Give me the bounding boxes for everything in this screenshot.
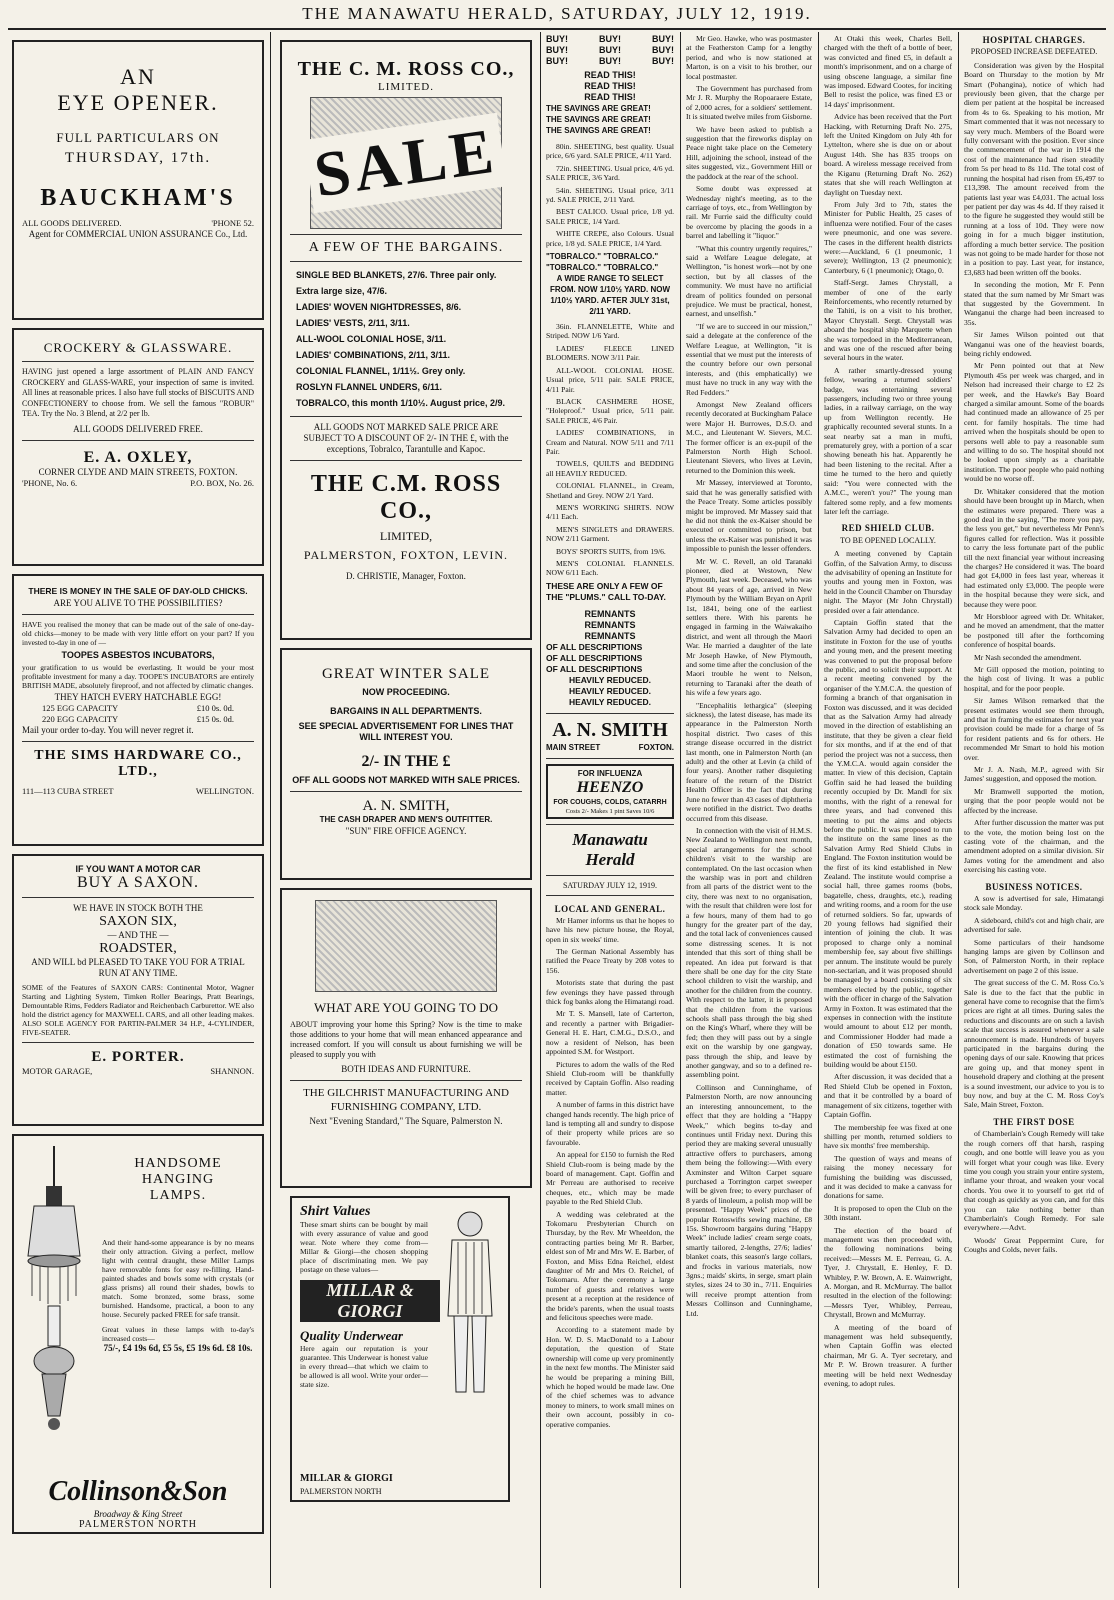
buy-word: BUY! xyxy=(652,45,674,55)
buy-word: BUY! xyxy=(599,34,621,44)
news-paragraph: Mr T. S. Mansell, late of Carterton, and recently a partner with Brigadier-General H. E. Hart, C.M.G., D.S.O., and now a resident of Nelson, has been appointed S.M. for Westport. xyxy=(546,1009,674,1057)
news-paragraph: Mr Geo. Hawke, who was postmaster at the Featherston Camp for a lengthy period, and who is now stationed at Marton, is on a visit to his brother, our local postmaster. xyxy=(686,34,812,81)
advertiser-name: THE C.M. ROSS CO., xyxy=(310,471,502,524)
remnants-line: REMNANTS xyxy=(584,630,636,641)
ad-body: Here again our reputation is your guarantee. This Underwear is honest value in every thread—that which we claim to be allowed is all wool. Write your order—state size. xyxy=(300,1344,428,1389)
price: £10 0s. 0d. xyxy=(196,703,234,713)
news-paragraph: Captain Goffin stated that the Salvation Army had decided to open an institute in Foxton for the use of youths and young men, and the present meeting was convened to put the proposal before the public, and to solicit their support. At a recent meeting convened by the organiser of the Y.M.C.A. the question of forming a branch of that organisation in Foxton was discussed, and it was decided that as the Salvation Army had already moved in the direction of establishing an institute, that they be given a clear field for six months, and if at the end of that period the project was not a success, then the Y.M.C.A. would again consider the matter. In view of this decision, Captain Goffin said he had leased the building recently occupied by Dr. Mandl for six months, with the right of a renewal for three years, and had convened this meeting to put the aims and objects before the public. It was proposed to run the institute on the same lines as the Salvation Army Red Shield Clubs in England. The Foxton institution would be the first of its kind established in New Zealand. The institute would comprise a social hall, three games rooms (bobs, bagatelle, chess, draughts, etc.), reading and writing rooms, and a room for the use of returned soldiers. So far, upwards of 20 young fellows had signified their intention of joining the club. It was proposed to charge only a nominal membership fee, say about five shillings per annum. The institute would be purely non-sectarian, and it was proposed should be managed by a board consisting of six members elected by the public, together with the officer in charge of the Salvation Army in Foxton. It was estimated that the expenses in connection with the institute would amount to about £12 per month, and Commissioner Hodder had made a donation of £50 towards same. He estimated the cost of furnishing the building would be about £150. xyxy=(824,617,952,1070)
column-1 xyxy=(12,40,264,1600)
section-heading: LOCAL AND GENERAL. xyxy=(554,903,666,914)
news-paragraph: Mr Penn pointed out that at New Plymouth 45s per week was charged, and in Nelson had increased their charge to £2 2s per week, and the Hawke's Bay Board charged a similar amount. Some of the boards had continued made an allowance of 25 per cent. for family hospitals. The time had arrived when the hospitals should be open to persons well able to pay a reasonable sum and willing to do so. The hospital should not be looked upon simply as a charitable institution. The poor people who paid nothing would be no worse off. xyxy=(964,361,1104,484)
advertiser-name: BAUCKHAM'S xyxy=(40,185,236,211)
capacity: 125 EGG CAPACITY xyxy=(42,703,119,713)
ad-headline: A FEW OF THE BARGAINS. xyxy=(308,240,504,255)
tobralco-line: "TOBRALCO." "TOBRALCO." xyxy=(546,263,659,273)
discount: 2/- IN THE £ xyxy=(361,753,451,770)
buy-row xyxy=(546,45,674,56)
read-line: READ THIS! xyxy=(584,81,636,91)
advertiser-business: MOTOR GARAGE, xyxy=(22,1066,93,1076)
ad-slogan: BOTH IDEAS AND FURNITURE. xyxy=(341,1064,471,1074)
news-paragraph: From July 3rd to 7th, states the Minister for Public Health, 25 cases of influenza were notified. Four of the cases were pneumonic, and one was severe. The cases in the different health districts were:—Auckland, 6 (1 pneumonic, 1 severe); Wellington, 13 (2 pneumonic); Canterbury, 6 (1 pneumonic); Otago, 0. xyxy=(824,199,952,275)
advertiser-name: THE GILCHRIST MANUFACTURING AND FURNISHING COMPANY, LTD. xyxy=(303,1087,509,1113)
news-paragraph: A sideboard, child's cot and high chair, are advertised for sale. xyxy=(964,915,1104,935)
ad-body: your gratification to us would be everlasting. It would be your most profitable investment for many a day. TOOPE'S INCUBATORS are entirely BRITISH MADE, absolutely fireproof, and not affected by climatic changes. xyxy=(22,663,254,690)
news-paragraph: "What this country urgently requires," said a Welfare League delegate, at Wellington, "is honest work—not by one section, but by all classes of the community. We must have no artificial dream of politics founded on personal prejudice. We must be practical, honest, earnest, and unselfish." xyxy=(686,243,812,319)
column-5 xyxy=(824,34,952,1594)
news-paragraph: At Otaki this week, Charles Bell, charged with the theft of a bottle of beer, was convicted and fined £5, in default a month's imprisonment, and on a charge of using obscene language, a similar fine was imposed. Edward Cootes, for inciting Bell to resist the police, was fined £3 or 14 days' imprisonment. xyxy=(824,34,952,109)
collinson-logo: Collinson&Son xyxy=(48,1476,228,1507)
ad-body: And their hand-some appearance is by no means their only attraction. Giving a perfect, mellow light with central draught, these Miller Lamps have removable fonts for easy re-filling. Hand-painted shades and bowls some with crystals (or glass prisms) all round their shades, bowls to match. Some bronzed, some brass, some burnished. Handsome, practical, a boon to any house. Securely packed FREE for safe transit. xyxy=(102,1238,254,1319)
sale-item: 36in. FLANNELETTE, White and Striped. NOW 1/6 Yard. xyxy=(546,322,674,341)
news-paragraph: In connection with the visit of H.M.S. New Zealand to Wellington next month, special arrangements for the school children's visit to the warship are contemplated. On the last occasion when the warship was in port and children from all parts of the district went to the city, there was next to no organisation, with the result that children were lost for a few hours, many of them had to go hungry for the greater part of the day, and the total lack of conveniences caused some distressing scenes. It is not intended that this sort of thing shall be repeated. An idea put forward is that there shall be one day for the city State school children to visit the warship, and another for the children from the country. With respect to the latter, it is proposed that the children from the various schools shall pass through the big shed on the King's Wharf, where they will be fed; then they will pass out by a single exit on the warship by one gangway, pass through the ship, and leave by another gangway, and so to a defined re-assembling point. xyxy=(686,825,812,1080)
ad-price: Costs 2/- Makes 1 pint Saves 10/6 xyxy=(565,807,655,815)
column-rule xyxy=(958,32,959,1588)
news-paragraph: It is proposed to open the Club on the 30th instant. xyxy=(824,1203,952,1223)
ad-line: BARGAINS IN ALL DEPARTMENTS. xyxy=(330,706,482,716)
bauckham-ad xyxy=(12,40,264,320)
advertiser-address xyxy=(546,742,674,753)
ad-subline: THURSDAY, 17th. xyxy=(64,150,212,166)
advertiser-name: MILLAR & GIORGI xyxy=(300,1473,393,1484)
advertiser-suffix: LIMITED, xyxy=(379,529,433,543)
ad-headline: CROCKERY & GLASSWARE. xyxy=(43,340,233,355)
sale-items xyxy=(546,322,674,578)
news-paragraph: Staff-Sergt. James Chrystall, a member of one of the early Reinforcements, who recently returned by the Tahiti, is on a visit to his brother, Mayor Chrystall. Sergt. Chrystall was aboard the hospital ship Marquette when she was torpedoed in the Mediterranean, and was one of the rescued after being several hours in the water. xyxy=(824,278,952,363)
column-4 xyxy=(686,34,812,1594)
news-paragraph: Collinson and Cunninghame, of Palmerston North, are now announcing an interesting announcement, to the effect that they are holding a "Happy Week," which begins to-day and continues until Friday next. During this period they are making several unusually attractive offers to purchasers, among them being the following:—With every Axminster and Wilton Carpet square purchased a Torrington carpet sweeper will be given free; to every purchaser of 8 yards of linoleum, a polish mop will be presented. "Happy Week" prices of the popular Rotoswifts sewing machine, £8 15s. Showroom bargains during "Happy Week" include ladies' cream serge coats, smartly tailored, 2-lengths, 27/6; ladies' blanket coats, this season's large collars, and frocks in various materials, now 3gns.; maids' skirts, in serge, smart plain styles, sizes 24 to 30 in., 7/11. Enquiries will receive prompt attention from Messrs Collinson and Cunninghame, Ltd. xyxy=(686,1082,812,1318)
ad-subline: — AND THE — xyxy=(107,930,169,940)
branch-towns: PALMERSTON, FOXTON, LEVIN. xyxy=(303,548,509,562)
millar-giorgi-ad xyxy=(290,1196,510,1502)
news-paragraph: Advice has been received that the Port Hacking, with Returning Draft No. 275, left the United Kingdom on July 4th for Lyttelton, where she is due on or about August 14th. She has 835 troops on board. A wireless message received from the Kiganu (Returning Draft No. 262) states that she will reach Wellington at daylight on Tuesday next. xyxy=(824,112,952,197)
news-paragraph: "Encephalitis lethargica" (sleeping sickness), the latest disease, has made its appearance in the Palmerston North hospital district. Two cases of this strange disease occurred in the district last month, one in Palmerston North (an adult) and the other at Levin (a child of four years). Another rather disquieting feature of the return of the District Health Officer is the fact that during June no fewer than 43 cases of diphtheria were notified in the district. Two deaths occurred from this disease. xyxy=(686,700,812,823)
ad-body: HAVING just opened a large assortment of PLAIN AND FANCY CROCKERY and GLASS-WARE, your inspection of same is invited. All lines at reasonable prices. I also have full stocks of BISCUITS AND CONFECTIONERY to choose from. We sell the famous "ROBUR" TEA. Try the No. 3 Blend, at 2/2 per lb. xyxy=(22,367,254,418)
buy-word: BUY! xyxy=(652,34,674,44)
news-paragraph: Mr W. C. Revell, an old Taranaki pioneer, died at Westown, New Plymouth, last week. Deceased, who was about 84 years of age, arrived in New Plymouth by the William Bryan on April 1st, 1841, being one of the earliest settlers there. With his parents he engaged in farming in the Waiwakaiho district, and went all through the Maori War. He married a daughter of the late Mr Joseph Hawke, of New Plymouth, and some time after the conclusion of the Maori trouble he went to Nelson, returning to Taranaki after the death of his wife a few years ago. xyxy=(686,556,812,698)
oxley-ad xyxy=(12,328,264,566)
savings-line: THE SAVINGS ARE GREAT! xyxy=(546,126,651,135)
sale-item: 54in. SHEETING. Usual price, 3/11 yd. SALE PRICE, 2/11 Yard. xyxy=(546,185,674,205)
news-paragraph: Dr. Whitaker considered that the motion should have been brought up in March, when the estimates were prepared. There was a good deal in the saying, "The more you pay, the less you get," but nevertheless Mr Penn's figures called for reflection. Was it possible to carry the less fortunate part of the public till the next financial year without increasing the charges? He considered it was. The board had got £4,000 in fees last year, whereas it had estimated only £3,000. The people were in the hospital because they were sick, and because they were poor. xyxy=(964,486,1104,609)
column-2 xyxy=(280,40,532,1600)
phone-number: 'PHONE, No. 6. xyxy=(22,477,78,488)
ad-headline: Quality Underwear xyxy=(300,1328,403,1343)
news-paragraph: "If we are to succeed in our mission," said a delegate at the conference of the Welfare League, at Wellington, "it is essential that we must put the interests of the country before our own personal interests, and (this emphatically) we must have no truck in any way with the Red Fedders." xyxy=(686,321,812,397)
advertiser-address: Broadway & King Street xyxy=(93,1509,183,1519)
news-paragraph: According to a statement made by Hon. W. D. S. MacDonald to a Labour deputation, the question of State ownership will come up very prominently in the next few months. The Minister said he would be preparing a mining Bill, which he hoped would be made law. One of the chief schemes was to advance money to miners, to work small mines on their own account, possibly in co-operative companies. xyxy=(546,1325,674,1429)
ad-headline: THERE IS MONEY IN THE SALE OF DAY-OLD CHICKS. xyxy=(28,586,248,596)
section-heading: THE FIRST DOSE xyxy=(993,1116,1075,1127)
news-paragraph: Pictures to adorn the walls of the Red Shield Club-room will be thankfully received by Captain Goffin. Also reading matter. xyxy=(546,1059,674,1097)
ad-headline: HANGING xyxy=(141,1172,215,1187)
sale-item: BLACK CASHMERE HOSE, "Holeproof." Usual price, 5/11 pair. SALE PRICE, 4/6 Pair. xyxy=(546,396,674,425)
news-paragraph: Sir James Wilson pointed out that Wanganui was one of the heaviest boards, being richly endowed. xyxy=(964,330,1104,358)
ad-subline: FULL PARTICULARS ON xyxy=(56,130,220,145)
advertiser-city: PALMERSTON NORTH xyxy=(300,1487,382,1496)
news-paragraph: Mr Gill opposed the motion, pointing to the high cost of living. It was a public hospital, and for the poor people. xyxy=(964,665,1104,693)
saxon-ad xyxy=(12,854,264,1126)
news-paragraph: A rather smartly-dressed young fellow, wearing a returned soldiers' badge, was entertaining several passengers, including two or three young ladies, in a railway carriage, on the way up from Wellington recently. He graphically recounted several stunts. In a seat nearby sat a man in mufti, prematurely grey, with a portion of a scar showing beneath his hat. Apparently he had been listening to the recital. After a time he turned to the hero and quietly said: "You were connected with the A.M.C., weren't you?" The young man faltered some reply, and a few moments later left the carriage. xyxy=(824,365,952,516)
sale-item: LADIES' FLEECE LINED BLOOMERS. NOW 3/11 Pair. xyxy=(546,343,674,363)
incubator-ad xyxy=(12,574,264,846)
price-list: 75/-, £4 19s 6d, £5 5s, £5 19s 6d. £8 10s. xyxy=(103,1343,253,1353)
tobralco-range: A WIDE RANGE TO SELECT FROM. NOW 1/10½ YARD. NOW 1/10½ YARD. AFTER JULY 31st, 2/11 YARD. xyxy=(549,274,671,317)
sale-item: MEN'S COLONIAL FLANNELS. NOW 6/11 Each. xyxy=(546,559,674,578)
ad-headline: HANDSOME xyxy=(134,1156,222,1171)
news-paragraph: The great success of the C. M. Ross Co.'s Sale is due to the fact that the public in general have come to recognise that the firm's prices are right at all times. During sales the reductions and discounts are on such a lavish scale that success is assured whenever a sale announcement is made. Hundreds of buyers participated in the bargains during the opening days of our sale. Knowing that prices are going up, and that money spent in household drapery and clothing at the present is a sound investment, our advice to you is to buy now, and buy at the C. M. Ross Coy's Sale, Main Street, Foxton. xyxy=(964,978,1104,1110)
remnants-line: REMNANTS xyxy=(584,619,636,630)
news-paragraph: Amongst New Zealand officers recently decorated at Buckingham Palace were Major H. Burrowes, D.S.O. and M.C., and Lieutenant W. Sievers, M.C. The former officer is an ex-pupil of the Palmerston North High School. Lieutenant Sievers, who lives at Levin, returned to the Dominion this week. xyxy=(686,400,812,475)
furniture-illustration xyxy=(315,900,497,992)
bargain-item: LADIES' WOVEN NIGHTDRESSES, 8/6. xyxy=(296,302,462,312)
bargain-item: LADIES' VESTS, 2/11, 3/11. xyxy=(296,318,410,328)
column-rule xyxy=(540,32,541,1588)
buy-row xyxy=(546,34,674,45)
advertiser-city: WELLINGTON. xyxy=(195,786,254,796)
paper-title: Manawatu Herald xyxy=(572,829,648,869)
ad-headline: WHAT ARE YOU GOING TO DO xyxy=(313,1000,499,1015)
po-box: P.O. BOX, No. 26. xyxy=(190,477,254,488)
ad-body: HAVE you realised the money that can be made out of the sale of one-day-old chicks—money to be made with very little effort on your part? If you invested to-day in one of — xyxy=(22,620,254,647)
agent-note: Agent for COMMERCIAL UNION ASSURANCE Co., Ltd. xyxy=(28,229,248,239)
local-news xyxy=(546,916,674,1429)
collinson-lamps-ad xyxy=(12,1134,264,1534)
buy-word: BUY! xyxy=(599,45,621,55)
bargain-item: ROSLYN FLANNEL UNDERS, 6/11. xyxy=(296,382,443,392)
news-paragraph: Mr Hamer informs us that he hopes to have his new picture house, the Royal, open in six weeks' time. xyxy=(546,915,674,944)
news-paragraph: The question of ways and means of raising the money necessary for furnishing the building was discussed, and it was decided to make a canvass for donations for same. xyxy=(824,1153,952,1201)
news-paragraph: Sir James Wilson remarked that the present estimates would see them through, and that in framing the estimates for next year provision could be made for a charge of 5s for resident patients and 6s for others. He recommended Mr Smart to hold his motion over. xyxy=(964,696,1104,762)
street: MAIN STREET xyxy=(546,742,601,752)
advertiser-name: THE C. M. ROSS CO., xyxy=(297,58,515,80)
news-paragraph: A number of farms in this district have changed hands recently. The high price of land is tempting all and sundry to dispose of their property while prices are so favourable. xyxy=(546,1100,674,1147)
sale-item: 80in. SHEETING, best quality. Usual price, 6/6 yard. SALE PRICE, 4/11 Yard. xyxy=(546,142,674,161)
news-paragraph: Mr Nash seconded the amendment. xyxy=(974,652,1082,662)
news-paragraph: The German National Assembly has ratified the Peace Treaty by 208 votes to 156. xyxy=(546,947,674,975)
sale-items xyxy=(546,142,674,248)
news-paragraph: A sow is advertised for sale, Himatangi stock sale Monday. xyxy=(964,893,1104,913)
news-paragraph: Woods' Great Peppermint Cure, for Coughs and Colds, never fails. xyxy=(964,1235,1104,1255)
bargain-item: ALL-WOOL COLONIAL HOSE, 3/11. xyxy=(296,334,447,344)
descriptions-line: OF ALL DESCRIPTIONS xyxy=(546,641,643,652)
news-paragraph: A wedding was celebrated at the Tokomaru Presbyterian Church on Thursday, by the Rev. Mr Wheeldon, the contracting parties being Mr R. Barber, eldest son of Mr and Mrs W. E. Barber, of Foxton, and Miss Edna Reichel, eldest daughter of Mr and Mrs O. Reichel, of Tokomaru. After the ceremony a large number of guests and relatives were present at a reception at the residence of the bride's parents, when the usual toasts and felicitous speeches were made. xyxy=(546,1209,674,1323)
plums-line: THESE ARE ONLY A FEW OF THE "PLUMS." CALL TO-DAY. xyxy=(546,580,666,602)
buy-word: BUY! xyxy=(652,56,674,66)
news-paragraph: We have been asked to publish a suggestion that the fireworks display on Peace night take place on the Cemetery Hill, adjoining the school, instead of the sites suggested, viz., Government Hill or the paddock at the rear of the school. xyxy=(686,124,812,181)
tobralco-line: "TOBRALCO." "TOBRALCO." xyxy=(546,252,659,262)
heenzo-ad xyxy=(546,764,674,819)
news-paragraph: A meeting of the board of management was held subsequently, when Captain Goffin was elected chairman, Mr G. A. Tyer secretary, and Mr P. W. Brown treasurer. A further meeting will be held next Wednesday evening, to adopt rules. xyxy=(824,1322,952,1389)
news-paragraph: Some doubt was expressed at Wednesday night's meeting, as to the carriage of toys, etc., from Wellington by rail. Mr Furrie said the difficulty could be overcome by placing the goods in a barrel and labelling it "liquor." xyxy=(686,184,812,241)
advertiser-address: 111—113 CUBA STREET xyxy=(22,786,114,796)
ad-headline: LAMPS. xyxy=(149,1188,207,1203)
news-paragraph: The Government has purchased from Mr J. R. Murphy the Ropoaraere Estate, of 2,000 acres, for a soldiers' settlement. It is situated twelve miles from Gisborne. xyxy=(686,84,812,122)
column-rule xyxy=(680,32,681,1588)
ad-subline: FOR COUGHS, COLDS, CATARRH xyxy=(553,798,667,806)
section-subheading: TO BE OPENED LOCALLY. xyxy=(840,535,936,545)
advertiser-business: THE CASH DRAPER AND MEN'S OUTFITTER. xyxy=(319,815,493,824)
ad-note: ALL GOODS DELIVERED FREE. xyxy=(73,423,203,434)
advertiser-name: E. PORTER. xyxy=(91,1049,185,1065)
phone-number: 'PHONE 52. xyxy=(211,218,254,228)
advertiser-city: PALMERSTON NORTH xyxy=(79,1519,197,1530)
section-subheading: PROPOSED INCREASE DEFEATED. xyxy=(970,47,1098,57)
ad-line: OFF ALL GOODS NOT MARKED WITH SALE PRICES. xyxy=(292,775,520,785)
ad-line: SEE SPECIAL ADVERTISEMENT FOR LINES THAT WILL INTEREST YOU. xyxy=(298,721,514,742)
ad-note: Mail your order to-day. You will never regret it. xyxy=(22,725,194,735)
ad-headline: AN xyxy=(120,64,156,89)
news-paragraph: Motorists state that during the past few evenings they have passed through thick fog banks along the Himatangi road. xyxy=(546,978,674,1007)
news-paragraph: The election of the board of management was then proceeded with, the following nominations being received:—Messrs M. E. Perreau, G. A. Tyer, J. Chrystall, E. Henley, F. D. Whibley, P. W. Brown, A. E. Wainwright, A. Morgan, and R. McMurray. The ballot resulted in the election of the following:—Messrs Tyer, Whibley, Perreau, Chrystall, Brown and McMurray. xyxy=(824,1225,952,1320)
brand-name: HEENZO xyxy=(576,778,644,796)
masthead: THE MANAWATU HERALD, SATURDAY, JULY 12, 1919. xyxy=(302,4,812,23)
news-paragraph: An appeal for £150 to furnish the Red Shield Club-room is being made by the board of management. Capt. Goffin and Mr Perreau are authorised to receive cheques, etc., which may be made payable to the Red Shield Club. xyxy=(546,1150,674,1207)
ad-subline: AND WILL bd PLEASED TO TAKE YOU FOR A TRIAL RUN AT ANY TIME. xyxy=(31,957,245,978)
ad-note: ALL GOODS NOT MARKED SALE PRICE ARE SUBJECT TO A DISCOUNT OF 2/- IN THE £, with the exceptions, Tobralco, Tarantulle and Kapoc. xyxy=(303,422,509,454)
savings-line: THE SAVINGS ARE GREAT! xyxy=(546,115,651,124)
sale-word: SALE xyxy=(304,113,508,213)
news-paragraph: Mr Horsbloor agreed with Dr. Whitaker, and he moved an amendment, that the matter be postponed till after the forthcoming conference of hospital boards. xyxy=(964,611,1104,650)
an-smith-winter-sale-ad xyxy=(280,648,532,880)
ad-subline: ARE YOU ALIVE TO THE POSSIBILITIES? xyxy=(53,598,223,608)
ad-subline: NOW PROCEEDING. xyxy=(362,687,450,697)
news-paragraph: In seconding the motion, Mr F. Penn stated that the sum named by Mr Smart was that suggested by the Government. In Wanganui the charge had been increased to 35s. xyxy=(964,280,1104,327)
sale-item: BEST CALICO. Usual price, 1/8 yd. SALE PRICE, 1/4 Yard. xyxy=(546,207,674,226)
sale-item: MEN'S WORKING SHIRTS. NOW 4/11 Each. xyxy=(546,502,674,522)
ad-headline: IF YOU WANT A MOTOR CAR xyxy=(75,864,201,874)
manager-name: D. CHRISTIE, Manager, Foxton. xyxy=(346,571,466,581)
ad-headline: Shirt Values xyxy=(300,1204,371,1219)
hanging-lamp-illustration xyxy=(24,1146,84,1436)
column-3 xyxy=(546,34,674,1594)
buy-word: BUY! xyxy=(546,45,568,55)
news-paragraph: The membership fee was fixed at one shilling per month, returned soldiers to have six months' free membership. xyxy=(824,1122,952,1151)
descriptions-line: OF ALL DESCRIPTIONS xyxy=(546,663,643,674)
advertiser-address: CORNER CLYDE AND MAIN STREETS, FOXTON. xyxy=(38,466,238,477)
sale-item: COLONIAL FLANNEL, in Cream, Shetland and Grey. NOW 2/1 Yard. xyxy=(546,481,674,500)
ad-subline: WE HAVE IN STOCK BOTH THE xyxy=(73,903,203,913)
buy-word: BUY! xyxy=(546,34,568,44)
ad-headline: BUY A SAXON. xyxy=(76,874,200,891)
sale-item: 72in. SHEETING. Usual price, 4/6 yd. SALE PRICE, 3/6 Yard. xyxy=(546,163,674,183)
ad-slogan: THEY HATCH EVERY HATCHABLE EGG! xyxy=(54,692,222,702)
remnants-line: REMNANTS xyxy=(584,608,636,619)
news-paragraph: Mr J. A. Nash, M.P., agreed with Sir James' suggestion, and opposed the motion. xyxy=(964,765,1104,784)
bargain-item: COLONIAL FLANNEL, 1/11½. Grey only. xyxy=(296,366,466,376)
section-heading: BUSINESS NOTICES. xyxy=(985,881,1083,892)
ad-headline: GREAT WINTER SALE xyxy=(321,666,491,682)
descriptions-line: OF ALL DESCRIPTIONS xyxy=(546,652,643,663)
reduced-line: HEAVILY REDUCED. xyxy=(568,685,652,696)
buy-word: BUY! xyxy=(546,56,568,66)
news-paragraph: After discussion, it was decided that a Red Shield Club be opened in Foxton, and that it be controlled by a board of management of six citizens, together with Captain Goffin. xyxy=(824,1072,952,1120)
price: £15 0s. 0d. xyxy=(196,714,234,724)
sale-item: MEN'S SINGLETS and DRAWERS. NOW 2/11 Garment. xyxy=(546,524,674,544)
advertiser-agency: "SUN" FIRE OFFICE AGENCY. xyxy=(345,826,467,836)
bargain-item: LADIES' COMBINATIONS, 2/11, 3/11. xyxy=(296,350,451,360)
ad-body: SOME of the Features of SAXON CARS: Continental Motor, Wagner Starting and Lighting System, Timken Roller Bearings, Pratt Bearings, Demountable Rims, Fedders Radiator and Reichenbach Carburettor. WE also hold the district agency for MAXWELL CARS, and all other leading makes. ALSO SOLE AGENCY FOR PARTIN-PALMER 34 H.P., 4-CYLINDER, FIVE-SEATER. xyxy=(22,983,254,1037)
ad-headline: FOR INFLUENZA xyxy=(577,768,643,778)
savings-line: THE SAVINGS ARE GREAT! xyxy=(546,104,651,113)
news-paragraph: Mr Massey, interviewed at Toronto, said that he was generally satisfied with the Peace Treaty. Some articles possibly might be improved. Mr Massey said that he did not think the ex-Kaiser should be executed or committed to prison, but unless the ex-Kaiser was punished it was impossible to punish the lesser offenders. xyxy=(686,478,812,554)
buy-row xyxy=(546,56,674,67)
car-model: SAXON SIX, xyxy=(99,914,177,929)
buy-word: BUY! xyxy=(599,56,621,66)
ad-body: These smart shirts can be bought by mail with every assurance of value and good wear. Note where they come from—Millar & Giorgi—the chosen shopping place of discriminating men. We pay postage on these values— xyxy=(300,1220,428,1274)
advertiser-name: A. N. SMITH, xyxy=(362,798,450,814)
bargain-item: TOBRALCO, this month 1/10½. August price, 2/9. xyxy=(296,398,506,408)
advertiser-suffix: LIMITED. xyxy=(378,81,434,93)
news-paragraph: After further discussion the matter was put to the vote, the motion being lost on the casting vote of the chairman, and the amendment adopted on a similar division. Sir James voting for the amendment and also exercising his casting vote. xyxy=(964,818,1104,875)
news-paragraph: Mr Bramwell supported the motion, urging that the poor people would not be affected by the increase. xyxy=(964,786,1104,815)
sale-item: BOYS' SPORTS SUITS, from 19/6. xyxy=(556,546,666,556)
sale-item: TOWELS, QUILTS and BEDDING all HEAVILY REDUCED. xyxy=(546,459,674,478)
masthead-rule xyxy=(8,28,1106,30)
read-line: READ THIS! xyxy=(584,92,636,102)
advertiser-address: Next "Evening Standard," The Square, Palmerston N. xyxy=(309,1116,503,1126)
advertiser-name: E. A. OXLEY, xyxy=(83,448,193,466)
advertiser-name: THE SIMS HARDWARE CO., LTD., xyxy=(34,748,242,779)
bargain-item: SINGLE BED BLANKETS, 27/6. Three pair only. Extra large size, 47/6. xyxy=(296,270,497,296)
news-paragraph: of Chamberlain's Cough Remedy will take the rough corners off that harsh, rasping cough, and one bottle will leave you as you will forget what your cough was like. Every time you cough you strain your entire system, inflame your throat, and weaken your vocal chords. You owe it to yourself to get rid of that cough as quickly as you can, and for this you can take nothing better than Chamberlain's Cough Remedy. For sale everywhere.—Advt. xyxy=(964,1129,1104,1233)
news-paragraph: A meeting convened by Captain Goffin, of the Salvation Army, to discuss the advisability of opening an Institute for youths and young men in Foxton, was held in the Council Chamber on Thursday night. The Mayor (Mr John Chrystall) presided over a fair attendance. xyxy=(824,549,952,615)
ad-headline: EYE OPENER. xyxy=(57,90,219,115)
advertiser-name: A. N. SMITH xyxy=(552,718,668,741)
news-paragraph: Some particulars of their handsome hanging lamps are given by Collinson and Son, of Palmerston North, in their replace advertisement on page 2 of this issue. xyxy=(964,937,1104,975)
issue-date: SATURDAY JULY 12, 1919. xyxy=(562,880,658,890)
section-heading: HOSPITAL CHARGES. xyxy=(982,35,1086,45)
sale-item: LADIES' COMBINATIONS, in Cream and Natural. NOW 5/11 and 7/11 Pair. xyxy=(546,428,674,456)
cm-ross-ad xyxy=(280,40,532,640)
reduced-line: HEAVILY REDUCED. xyxy=(568,674,652,685)
bargain-list xyxy=(290,267,522,411)
news-paragraph: Consideration was given by the Hospital Board on Thursday to the motion by Mr Smart (Pohangina), notice of which had previously been given, that the charge per diem per patient at the hospital be increased from 4s to 6s. Speaking to his motion, Mr Smart commented that it was not necessary to say very much. Members of the Board were fully conversant with the position. Ever since the commencement of the war in 1914 the cost of the maintenance had risen steadily from 5s per head to 8s 11d. The total cost of running the hospital had risen from £6,497 to £13,398. The amount received from the patients last year was £4,031. The actual loss per patient per day was 4s 4d. If they raised it to the figure he suggested they would still be running at a loss of 10d. They were now going in for a much bigger institution, affording a much better service. The position was not going to be made harder for those not in a position to pay. Last year, for instance, £3,683 had been written off the books. xyxy=(964,60,1104,277)
capacity: 220 EGG CAPACITY xyxy=(42,714,119,724)
brand-name: MILLAR & GIORGI xyxy=(300,1280,440,1322)
column-rule xyxy=(270,32,271,1588)
section-heading: RED SHIELD CLUB. xyxy=(841,523,935,534)
product-name: TOOPES ASBESTOS INCUBATORS, xyxy=(61,650,215,660)
reduced-line: HEAVILY REDUCED. xyxy=(568,696,652,707)
sale-item: WHITE CREPE, also Colours. Usual price, 1/8 yd. SALE PRICE, 1/4 Yard. xyxy=(546,229,674,248)
sale-item: ALL-WOOL COLONIAL HOSE. Usual price, 5/11 pair. SALE PRICE, 4/11 Pair. xyxy=(546,365,674,394)
advertiser-city: SHANNON. xyxy=(210,1066,254,1076)
read-line: READ THIS! xyxy=(584,70,636,80)
delivery-note: ALL GOODS DELIVERED. xyxy=(22,218,122,228)
ad-body: ABOUT improving your home this Spring? Now is the time to make those additions to your home that will mean enhanced appearance and increased comfort. If you will consult us about furnishing we will be pleased to supply you with xyxy=(290,1020,522,1059)
column-6 xyxy=(964,34,1104,1594)
sale-illustration xyxy=(310,97,502,229)
gilchrist-furniture-ad xyxy=(280,888,532,1188)
man-illustration xyxy=(440,1206,500,1396)
ad-note: Great values in these lamps with to-day's increased costs— xyxy=(102,1325,254,1343)
car-model: ROADSTER, xyxy=(99,941,177,956)
column-rule xyxy=(818,32,819,1588)
town: FOXTON. xyxy=(638,742,674,752)
